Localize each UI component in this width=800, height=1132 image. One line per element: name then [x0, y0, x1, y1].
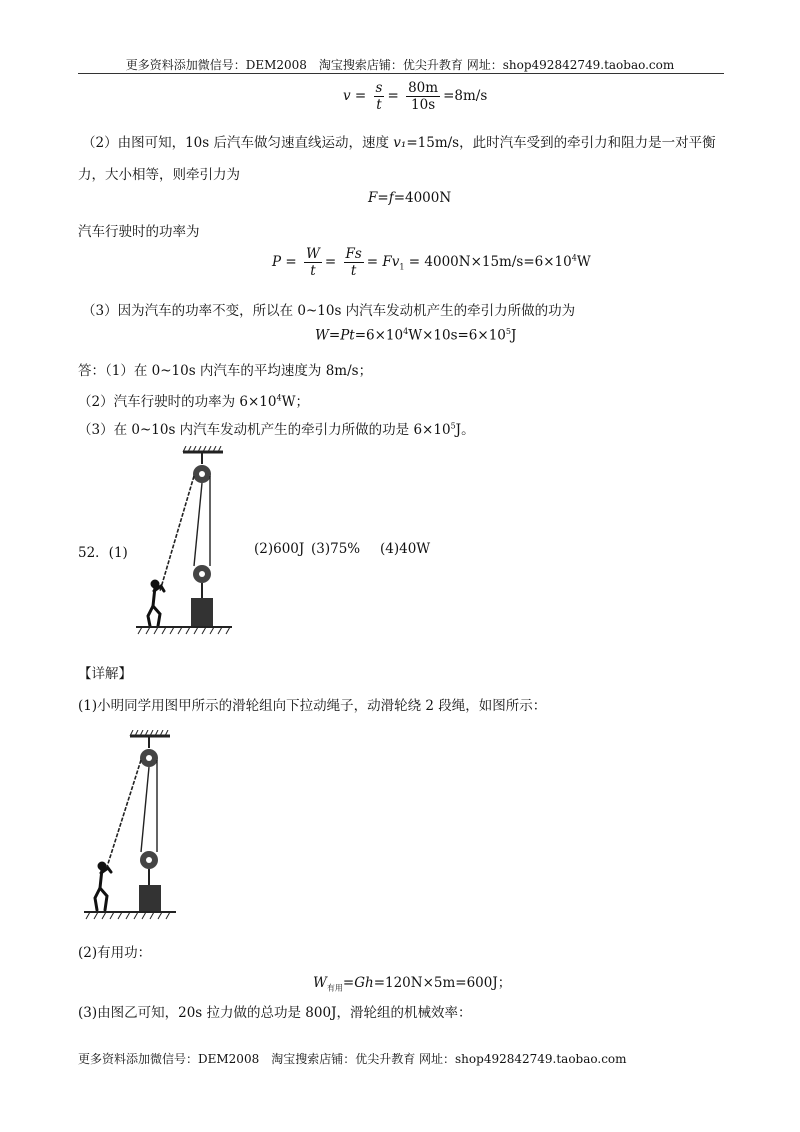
answer-line3: （3）在 0~10s 内汽车发动机产生的牵引力所做的功是 $6\times 10^5J$。: [78, 421, 475, 438]
efficiency-paragraph: (3)由图乙可知，20s 拉力做的总功是 800J，滑轮组的机械效率：: [78, 1005, 472, 1021]
q52-answer-2: (2)600J: [254, 541, 305, 557]
paragraph-part3: （3）因为汽车的功率不变，所以在 0~10s 内汽车发动机产生的牵引力所做的功为: [82, 303, 576, 319]
equation-velocity: v = $\frac{s}{t}$ = $\frac{80m}{10s}$ =8m/s: [343, 80, 488, 113]
detail-heading: 【详解】: [78, 666, 132, 682]
pulley-figure-2: [80, 730, 180, 922]
answer-line1: 答：（1）在 0~10s 内汽车的平均速度为 8m/s；: [78, 363, 373, 379]
q52-number: 52．(1): [78, 545, 128, 561]
answer-line2: （2）汽车行驶时的功率为 $6\times 10^4W$；: [78, 393, 309, 410]
page-footer: 更多资料添加微信号：DEM2008 淘宝搜索店铺：优尖升教育 网址：shop492842749.taobao.com: [78, 1052, 627, 1066]
pulley-figure-1: [128, 446, 238, 638]
paragraph-part2-line2: 力，大小相等，则牵引力为: [78, 167, 240, 183]
header-rule: [78, 73, 724, 74]
equation-force: F=f=4000N: [368, 190, 452, 206]
paragraph-part2-line1: （2）由图可知，10s 后汽车做匀速直线运动，速度 v₁=15m/s，此时汽车受到的牵引力和阻力是一对平衡: [82, 135, 716, 151]
q52-answer-3: (3)75%: [311, 541, 361, 557]
detail-paragraph-1: (1)小明同学用图甲所示的滑轮组向下拉动绳子，动滑轮绕 2 段绳，如图所示：: [78, 698, 547, 714]
page-header: 更多资料添加微信号：DEM2008 淘宝搜索店铺：优尖升教育 网址：shop492842749.taobao.com: [125, 58, 675, 72]
equation-useful-work: $W_{有用}=Gh=120N\times 5m=600J$；: [313, 975, 512, 993]
equation-power: P = $\frac{W}{t}$ = $\frac{Fs}{t}$ = $Fv_1 = 4000N\times 15m/s=6\times 10^4W$: [272, 246, 591, 279]
equation-work: $W=Pt=6\times 10^4W\times 10s=6\times 10^5J$: [315, 327, 517, 344]
power-intro: 汽车行驶时的功率为: [78, 224, 200, 240]
useful-work-label: (2)有用功：: [78, 945, 152, 961]
q52-answer-4: (4)40W: [380, 541, 431, 557]
